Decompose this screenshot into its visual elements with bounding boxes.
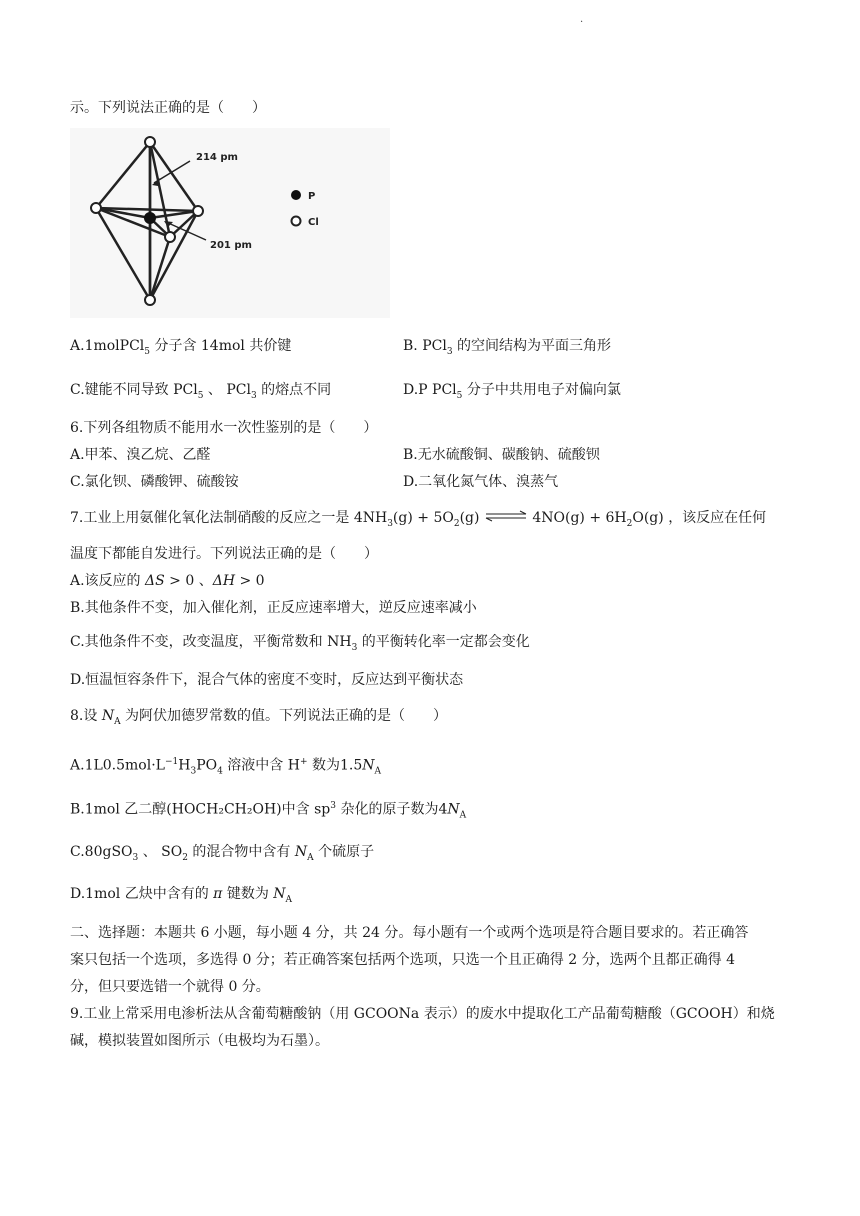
legend-p-label: P (308, 191, 316, 202)
q5-option-a: A.1molPCl$_5$ 分子含 14mol 共价键 (70, 338, 292, 357)
cl-atom-left (91, 203, 101, 213)
legend-p-dot (291, 190, 301, 200)
cl-atom-front (165, 232, 175, 242)
q5-intro: 示。下列说法正确的是（ ） (70, 100, 266, 116)
label-201: 201 pm (210, 240, 252, 251)
q7-stem-line1: 7.工业上用氨催化氧化法制硝酸的反应之一是 $4NH_3(g) + 5O_2(g) 4NO(g) + 6H_2O(g)$ ，该反应在任何 (70, 510, 767, 529)
p-atom (144, 212, 156, 224)
q6-option-c: C.氯化钡、磷酸钾、硫酸铵 (70, 474, 239, 490)
q9-line1: 9.工业上常采用电渗析法从含葡萄糖酸钠（用 GCOONa 表示）的废水中提取化工产品葡萄糖酸（GCOOH）和烧 (70, 1006, 775, 1022)
pcl5-figure (70, 128, 390, 318)
q6-stem: 6.下列各组物质不能用水一次性鉴别的是（ ） (70, 420, 378, 436)
q5-option-d: D.P PCl$_5$ 分子中共用电子对偏向氯 (403, 382, 621, 401)
q8-option-c: C.80gSO$_3$ 、 $SO_2$ 的混合物中含有 $N_A$ 个硫原子 (70, 844, 375, 863)
section2-line1: 二、选择题：本题共 6 小题，每小题 4 分，共 24 分。每小题有一个或两个选项是符合题目要求的。若正确答 (70, 925, 749, 941)
q6-option-b: B.无水硫酸铜、碳酸钠、硫酸钡 (403, 447, 600, 463)
q7-option-d: D.恒温恒容条件下，混合气体的密度不变时，反应达到平衡状态 (70, 672, 464, 688)
cl-atom-bottom (145, 295, 155, 305)
q9-line2: 碱，模拟装置如图所示（电极均为石墨）。 (70, 1033, 329, 1049)
q5-option-b: B. PCl$_3$ 的空间结构为平面三角形 (403, 338, 611, 357)
legend-cl-label: Cl (308, 217, 319, 228)
q7-stem-line2: 温度下都能自发进行。下列说法正确的是（ ） (70, 546, 378, 562)
q7-reaction-equation: $4NH_3(g) + 5O_2(g) 4NO(g) + 6H_2O(g)$ (353, 510, 664, 529)
cl-atom-right (193, 206, 203, 216)
header-dot: . (580, 14, 584, 25)
q6-option-a: A.甲苯、溴乙烷、乙醛 (70, 447, 211, 463)
equilibrium-arrow-icon (484, 508, 528, 528)
q7-option-a: A.该反应的 ΔS > 0 、ΔH > 0 (70, 573, 265, 589)
section2-line3: 分，但只要选错一个就得 0 分。 (70, 979, 270, 995)
legend-cl-dot (292, 217, 301, 226)
q8-stem: 8.设 $N_A$ 为阿伏加德罗常数的值。下列说法正确的是（ ） (70, 708, 448, 727)
q5-option-c: C.键能不同导致 PCl$_5$ 、 PCl$_3$ 的熔点不同 (70, 382, 332, 401)
pcl5-structure-diagram (70, 128, 390, 318)
q8-option-d: D.1mol 乙炔中含有的 π 键数为 $N_A$ (70, 886, 293, 905)
section2-line2: 案只包括一个选项，多选得 0 分；若正确答案包括两个选项，只选一个且正确得 2 分，选两个且都正确得 4 (70, 952, 735, 968)
q6-option-d: D.二氧化氮气体、溴蒸气 (403, 474, 559, 490)
q8-option-a: $A.1L0.5mol\cdot L^{-1}H_3PO_4$ 溶液中含 H+ 数为$1.5N_A$ (70, 757, 381, 777)
q7-option-b: B.其他条件不变，加入催化剂，正反应速率增大，逆反应速率减小 (70, 600, 477, 616)
q7-option-c: C.其他条件不变，改变温度，平衡常数和 $NH_3$ 的平衡转化率一定都会变化 (70, 634, 530, 653)
q8-option-b: B.1mol 乙二醇(HOCH₂CH₂OH)中含 $sp^3$ 杂化的原子数为$4N_A$ (70, 801, 467, 821)
label-214: 214 pm (196, 152, 238, 163)
cl-atom-top (145, 137, 155, 147)
